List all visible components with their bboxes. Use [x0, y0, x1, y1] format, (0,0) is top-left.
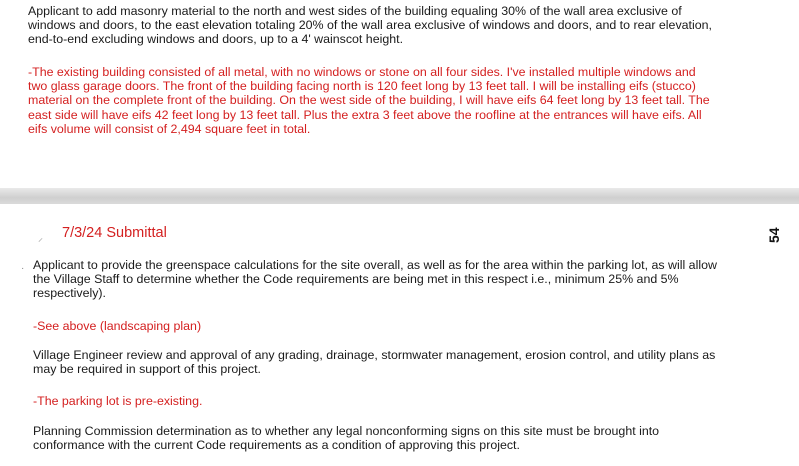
text-line: the Village Staff to determine whether the Code requirements are being met in this respect i.e., minimum 25% and 5% — [33, 272, 679, 287]
response-eifs — [28, 65, 710, 136]
bullet-mark: · — [21, 263, 25, 274]
text-line: Applicant to provide the greenspace calculations for the site overall, as well as for the area within the parking lot, as will allow — [33, 258, 717, 272]
submittal-heading: 7/3/24 Submittal — [62, 225, 167, 241]
text-line: Applicant to add masonry material to the north and west sides of the building equaling 30% of the wall area exclusive of — [28, 4, 682, 18]
text-line: two glass garage doors. The front of the building facing north is 120 feet long by 13 feet tall. I will be installing eifs (stucco) — [28, 79, 696, 94]
requirement-greenspace — [33, 258, 717, 301]
response-parking-lot: -The parking lot is pre-existing. — [33, 394, 203, 408]
text-line: east side will have eifs 42 feet long by 13 feet tall. Plus the extra 3 feet above the roofline at the entrances will have eifs. All — [28, 107, 702, 122]
requirement-engineer-review — [33, 348, 715, 376]
text-line: eifs volume will consist of 2,494 square feet in total. — [28, 121, 311, 136]
text-line: end-to-end excluding windows and doors, up to a 4' wainscot height. — [28, 32, 404, 47]
text-line: Planning Commission determination as to whether any legal nonconforming signs on this site must be brought into — [33, 424, 660, 438]
text-line: -The existing building consisted of all metal, with no windows or stone on all four sides. I've installed multiple windows and — [28, 65, 696, 79]
text-line: material on the complete front of the building. On the west side of the building, I will have eifs 64 feet long by 13 feet tall. The — [28, 93, 710, 108]
text-line: Village Engineer review and approval of any grading, drainage, stormwater management, erosion control, and utility plans as — [33, 348, 716, 362]
document-page-top — [0, 0, 799, 188]
response-landscaping: -See above (landscaping plan) — [33, 319, 202, 333]
page-separator — [0, 188, 799, 204]
page-number: 54 — [766, 227, 782, 243]
text-line: respectively). — [33, 286, 106, 301]
scan-mark: ⸝ — [38, 233, 43, 244]
text-line: conformance with the current Code requirements as a condition of approving this project. — [33, 438, 520, 453]
text-line: may be required in support of this project. — [33, 362, 261, 377]
requirement-signs — [33, 424, 659, 452]
text-line: windows and doors, to the east elevation totaling 20% of the wall area exclusive of windows and doors, and to rear elevation, — [28, 18, 712, 33]
requirement-masonry — [28, 4, 712, 47]
